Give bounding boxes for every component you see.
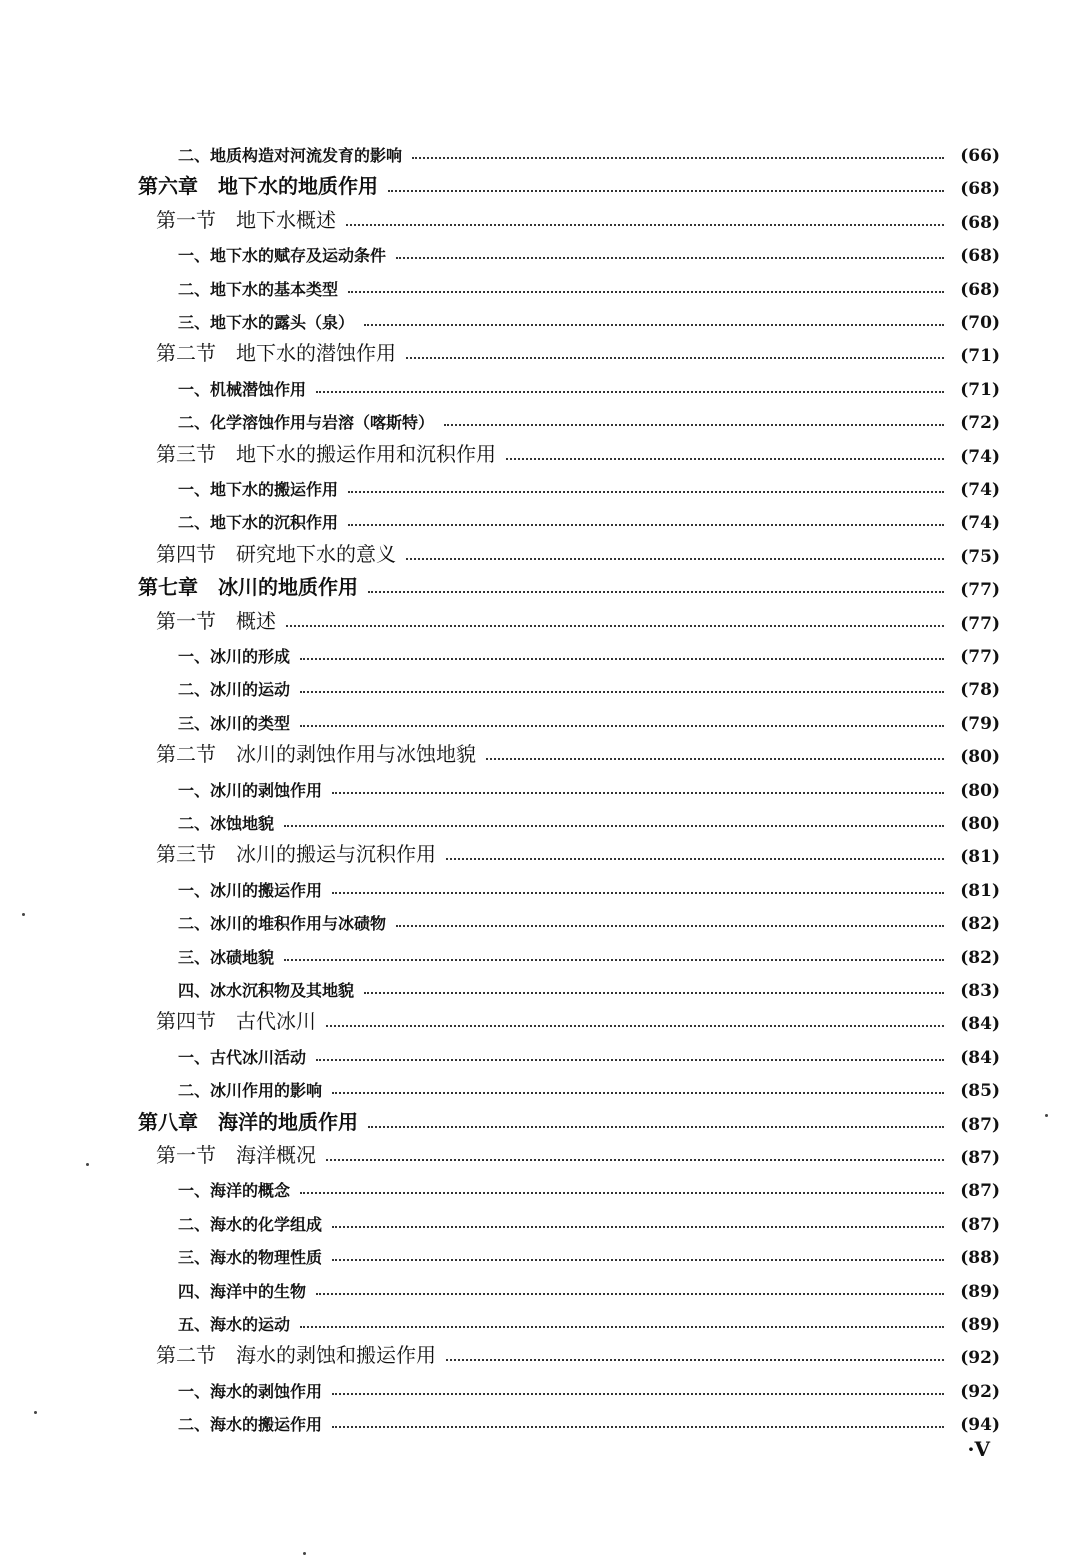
scan-speck [22,913,25,916]
toc-entry-title: 一、机械潜蚀作用 [178,379,307,399]
toc-leader-dots [446,1359,944,1361]
toc-entry-page: (87) [960,1214,1000,1235]
toc-entry-title: 一、海水的剥蚀作用 [178,1381,323,1401]
toc-entry [178,370,1000,400]
toc-entry [156,1138,1000,1168]
toc-entry-title: 一、古代冰川活动 [178,1047,307,1067]
page-number: ·V [967,1437,990,1461]
toc-entry-title: 第一节 概述 [156,608,276,633]
toc-entry [178,938,1000,968]
toc-entry [138,169,1000,199]
toc-entry-title: 第一节 海洋概况 [156,1143,316,1167]
toc-entry [156,737,1000,767]
toc-entry-page: (94) [960,1415,1000,1436]
toc-leader-dots [348,491,944,493]
toc-entry [178,771,1000,801]
toc-entry-page: (85) [960,1081,1000,1102]
toc-entry-title: 第六章 地下水的地质作用 [138,174,378,199]
toc-leader-dots [346,224,944,226]
toc-entry-page: (89) [960,1315,1000,1335]
toc-entry-title: 第七章 冰川的地质作用 [138,575,358,600]
toc-entry [138,570,1000,600]
toc-entry [156,1004,1000,1034]
toc-entry [178,804,1000,834]
toc-entry [178,136,1000,166]
toc-entry-title: 二、海水的搬运作用 [178,1415,323,1435]
toc-leader-dots [332,1259,944,1261]
toc-leader-dots [332,1393,944,1395]
toc-entry [178,1171,1000,1201]
toc-leader-dots [388,190,944,192]
toc-leader-dots [316,1293,944,1295]
toc-leader-dots [332,1092,944,1094]
toc-leader-dots [396,257,944,259]
toc-leader-dots [364,324,944,326]
toc-entry-title: 三、冰碛地貌 [178,947,275,967]
scan-speck [1045,1114,1048,1117]
toc-leader-dots [406,558,944,560]
toc-entry-page: (74) [960,446,1000,467]
toc-leader-dots [486,758,944,760]
toc-entry-page: (77) [960,580,1000,601]
toc-entry-page: (82) [960,947,1000,968]
toc-leader-dots [332,1226,944,1228]
toc-entry-page: (81) [960,847,1000,868]
toc-entry [178,971,1000,1001]
toc-entry-page: (89) [960,1281,1000,1302]
toc-entry-page: (81) [960,880,1000,901]
toc-leader-dots [412,157,944,159]
toc-leader-dots [348,524,944,526]
toc-entry [178,1238,1000,1268]
toc-entry-title: 二、海水的化学组成 [178,1214,323,1234]
toc-leader-dots [284,825,944,827]
toc-entry-page: (71) [960,346,1000,367]
toc-entry-title: 三、冰川的类型 [178,713,291,733]
toc-leader-dots [300,1192,944,1194]
toc-entry-page: (75) [960,546,1000,567]
toc-entry-title: 第二节 冰川的剥蚀作用与冰蚀地貌 [156,742,476,767]
toc-entry-title: 四、海洋中的生物 [178,1281,307,1301]
toc-entry-title: 第四节 古代冰川 [156,1009,316,1034]
toc-entry [156,1338,1000,1368]
toc-entry-title: 一、海洋的概念 [178,1181,291,1201]
toc-entry-page: (66) [960,146,1000,166]
toc-entry-title: 第四节 研究地下水的意义 [156,541,396,566]
toc-entry-page: (84) [960,1014,1000,1035]
toc-entry-title: 五、海水的运动 [178,1315,291,1334]
toc-entry-page: (80) [960,747,1000,768]
toc-entry [178,403,1000,433]
toc-entry-title: 二、冰川的运动 [178,680,291,700]
toc-leader-dots [368,1126,944,1128]
toc-entry-title: 一、冰川的搬运作用 [178,880,323,900]
toc-leader-dots [332,792,944,794]
toc-entry [178,904,1000,934]
toc-entry [178,470,1000,500]
toc-leader-dots [332,892,944,894]
toc-leader-dots [506,458,944,460]
toc-entry-page: (87) [960,1148,1000,1168]
toc-leader-dots [300,725,944,727]
toc-entry [178,637,1000,667]
toc-leader-dots [406,357,944,359]
toc-entry-title: 二、地下水的基本类型 [178,279,339,299]
toc-entry-page: (84) [960,1047,1000,1068]
toc-entry [156,437,1000,467]
toc-leader-dots [332,1426,944,1428]
toc-entry-title: 第三节 冰川的搬运与沉积作用 [156,842,436,867]
toc-entry [156,203,1000,233]
toc-entry-title: 二、冰川作用的影响 [178,1081,323,1101]
toc-entry [156,604,1000,634]
toc-entry-page: (68) [960,179,1000,200]
toc-leader-dots [300,658,944,660]
toc-leader-dots [348,291,944,293]
toc-entry-title: 二、化学溶蚀作用与岩溶（喀斯特） [178,413,435,433]
toc-entry-title: 一、冰川的形成 [178,647,291,666]
toc-entry-title: 二、地质构造对河流发育的影响 [178,146,403,165]
toc-entry-page: (71) [960,379,1000,400]
toc-entry-page: (77) [960,647,1000,667]
scan-speck [34,1411,37,1414]
toc-entry [178,704,1000,734]
toc-entry-title: 第八章 海洋的地质作用 [138,1109,358,1134]
toc-entry [156,837,1000,867]
toc-leader-dots [300,1326,944,1328]
toc-entry-title: 一、冰川的剥蚀作用 [178,780,323,800]
toc-entry-title: 第三节 地下水的搬运作用和沉积作用 [156,441,496,466]
toc-leader-dots [444,424,944,426]
toc-entry-page: (80) [960,814,1000,834]
toc-entry [156,537,1000,567]
toc-entry-page: (74) [960,513,1000,534]
toc-leader-dots [396,925,944,927]
toc-leader-dots [300,691,944,693]
toc-entry-page: (88) [960,1248,1000,1269]
toc-entry-title: 三、海水的物理性质 [178,1248,323,1268]
toc-entry-page: (92) [960,1348,1000,1369]
toc-leader-dots [316,1059,944,1061]
toc-entry-page: (68) [960,279,1000,300]
toc-leader-dots [284,959,944,961]
toc-entry-title: 第二节 地下水的潜蚀作用 [156,341,396,366]
toc-entry [178,503,1000,533]
toc-entry-page: (68) [960,246,1000,267]
toc-leader-dots [316,391,944,393]
toc-entry-page: (72) [960,413,1000,434]
toc-entry [178,670,1000,700]
toc-entry-page: (83) [960,981,1000,1001]
toc-entry-page: (78) [960,680,1000,701]
toc-entry-page: (70) [960,313,1000,333]
toc-entry [178,1038,1000,1068]
toc-entry-title: 四、冰水沉积物及其地貌 [178,981,355,1000]
toc-entry [178,871,1000,901]
toc-entry-title: 三、地下水的露头（泉） [178,313,355,332]
toc-entry [178,236,1000,266]
toc-leader-dots [286,625,944,627]
toc-entry-page: (79) [960,713,1000,734]
toc-leader-dots [446,858,944,860]
toc-leader-dots [364,992,944,994]
toc-entry-page: (80) [960,780,1000,801]
toc-entry-title: 第二节 海水的剥蚀和搬运作用 [156,1343,436,1368]
toc-entry [178,270,1000,300]
toc-entry-title: 第一节 地下水概述 [156,207,336,232]
toc-entry [178,1205,1000,1235]
scan-speck [86,1163,89,1166]
toc-entry-page: (77) [960,613,1000,634]
toc-entry-title: 一、地下水的搬运作用 [178,480,339,499]
toc-entry-page: (82) [960,914,1000,935]
toc-entry-title: 二、冰川的堆积作用与冰碛物 [178,914,387,934]
toc-leader-dots [326,1025,944,1027]
toc-entry-title: 一、地下水的赋存及运动条件 [178,246,387,266]
toc-entry-title: 二、冰蚀地貌 [178,814,275,833]
toc-entry [138,1105,1000,1135]
toc-leader-dots [326,1159,944,1161]
toc-entry [178,1372,1000,1402]
toc-entry [178,1405,1000,1435]
toc-entry [178,1071,1000,1101]
toc-entry [178,1272,1000,1302]
toc-entry [178,1305,1000,1335]
toc-entry [178,303,1000,333]
toc-entry-page: (68) [960,212,1000,233]
toc-entry [156,336,1000,366]
toc-entry-page: (87) [960,1114,1000,1135]
toc-entry-title: 二、地下水的沉积作用 [178,513,339,533]
toc-entry-page: (87) [960,1181,1000,1202]
toc-leader-dots [368,591,944,593]
toc-entry-page: (92) [960,1381,1000,1402]
toc-entry-page: (74) [960,480,1000,500]
scan-speck [303,1552,306,1555]
